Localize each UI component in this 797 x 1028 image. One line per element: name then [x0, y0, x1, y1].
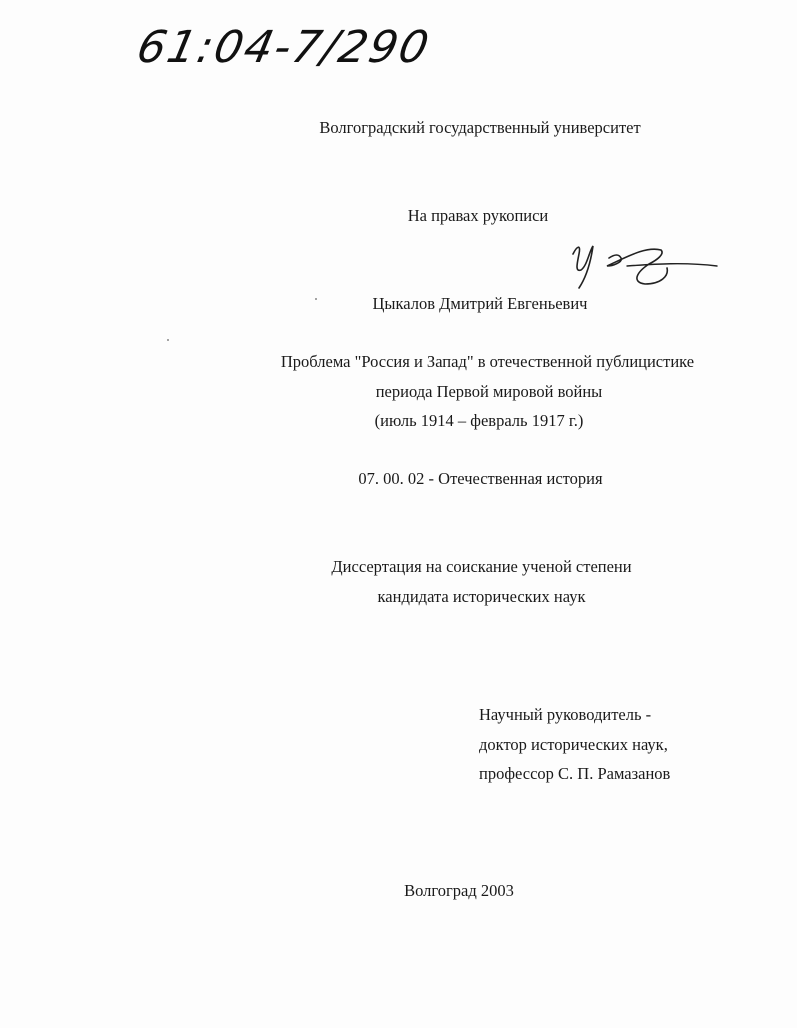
title-line-2: периода Первой мировой войны: [375, 382, 603, 401]
supervisor-line-1: Научный руководитель -: [479, 705, 652, 724]
scan-speck: [167, 339, 169, 341]
author-name: Цыкалов Дмитрий Евгеньевич: [372, 294, 588, 313]
degree-line-2: кандидата исторических наук: [377, 587, 586, 606]
university-name: Волгоградский государственный университет: [319, 118, 641, 137]
title-line-3: (июль 1914 – февраль 1917 г.): [374, 411, 584, 430]
city-year: Волгоград 2003: [404, 881, 514, 900]
degree-line-1: Диссертация на соискание ученой степени: [331, 557, 632, 576]
handwritten-archive-number: 61:04-7/290: [132, 22, 435, 73]
title-line-1: Проблема "Россия и Запад" в отечественной публицистике: [280, 352, 695, 371]
specialty-code: 07. 00. 02 - Отечественная история: [358, 469, 603, 488]
supervisor-line-2: доктор исторических наук,: [479, 735, 668, 754]
scan-speck: [315, 298, 317, 300]
supervisor-line-3: профессор С. П. Рамазанов: [479, 764, 671, 783]
manuscript-rights-note: На правах рукописи: [407, 206, 549, 225]
signature-icon: [565, 232, 725, 292]
